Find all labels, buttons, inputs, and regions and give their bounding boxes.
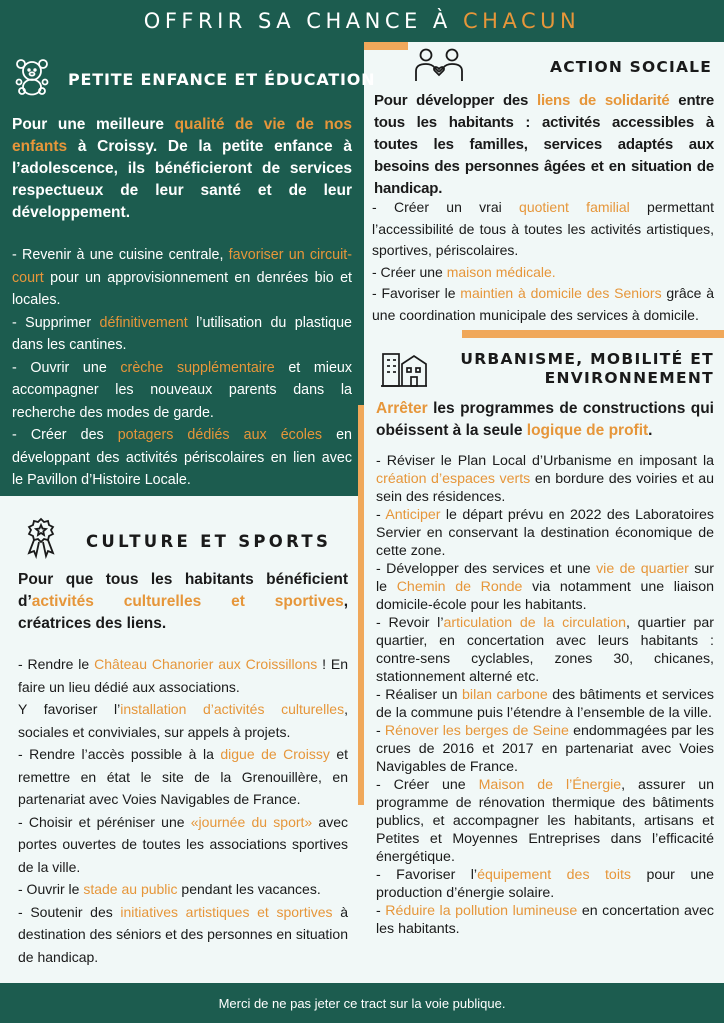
section-title: URBANISME, MOBILITÉ ET ENVIRONNEMENT (460, 350, 714, 387)
section-list (376, 452, 714, 938)
section-lead: Pour que tous les habitants bénéficient d’activités culturelles et sportives, créatrices des liens. (18, 571, 348, 632)
header-banner (0, 0, 724, 42)
section-lead: Arrêter les programmes de constructions qui obéissent à la seule logique de profit. (376, 400, 714, 439)
list-item: - Réaliser un bilan carbone des bâtiments et services de la commune puis l’étendre à l’ensemble de la ville. (376, 687, 715, 721)
list-item: - Créer une Maison de l’Énergie, assurer un programme de rénovation thermique des bâtiments publics, et accompagner les habitants, artisans et Petites et Moyennes Entreprises dans l’efficacité énergétique. (376, 777, 715, 865)
list-item: - Rendre l’accès possible à la digue de Croissy et remettre en état le site de la Grenouillère, en partenariat avec Voies Navigables de France. (18, 746, 348, 807)
list-item: - Anticiper le départ prévu en 2022 des Laboratoires Servier en conservant la destination économique de cette zone. (376, 507, 714, 559)
list-item: - Créer une maison médicale. (372, 263, 556, 280)
section-divider (462, 330, 724, 338)
list-item: - Réviser le Plan Local d’Urbanisme en imposant la création d’espaces verts en bordure des voiries et au sein des résidences. (376, 453, 714, 505)
list-item: - Rendre le Château Chanorier aux Croissillons ! En faire un lieu dédié aux associations. (18, 656, 348, 695)
list-item: - Favoriser l’équipement des toits pour une production d’énergie solaire. (376, 867, 714, 901)
list-item: - Supprimer définitivement l’utilisation du plastique dans les cantines. (12, 314, 352, 353)
list-item: - Ouvrir une crèche supplémentaire et mieux accompagner les nouveaux parents dans la recherche des modes de garde. (12, 359, 353, 421)
page-title: OFFRIR SA CHANCE À CHACUN (143, 9, 581, 33)
list-item: - Revoir l’articulation de la circulation, quartier par quartier, en concertation avec leurs habitants : contre-sens cyclables, zones 30, chicanes, stationnement alterné etc. (376, 615, 714, 685)
section-list (18, 653, 348, 968)
people-heart-icon (414, 47, 464, 88)
list-item: - Développer des services et une vie de quartier sur le Chemin de Ronde via notamment une liaison domicile-école pour les habitants. (376, 561, 715, 613)
section-list (12, 244, 352, 492)
footer-text: Merci de ne pas jeter ce tract sur la voie publique. (218, 995, 506, 1011)
section-title: ACTION SOCIALE (550, 58, 712, 76)
list-item: - Rénover les berges de Seine endommagées par les crues de 2016 et 2017 en partenariat avec Voies Navigables de France. (376, 723, 714, 775)
list-item: - Revenir à une cuisine centrale, favoriser un circuit-court pour un approvisionnement en denrées bio et locales. (12, 247, 352, 308)
buildings-icon (380, 346, 428, 393)
teddy-bear-icon (14, 58, 50, 101)
list-item: - Créer un vrai quotient familial permettant l’accessibilité de tous à toutes les activités artistiques, sportives, périscolaires. (372, 199, 714, 258)
section-list (372, 197, 714, 326)
section-lead: Pour développer des liens de solidarité entre tous les habitants : activités accessibles à toutes les familles, services adaptés aux besoins des personnes âgées et en situation de handicap. (374, 92, 714, 197)
section-title: PETITE ENFANCE ET ÉDUCATION (68, 70, 376, 89)
list-item: Y favoriser l’installation d’activités culturelles, sociales et conviviales, sur appels à projets. (18, 701, 348, 740)
list-item: - Choisir et péréniser une «journée du sport» avec portes ouvertes de toutes les associations sportives de la ville. (18, 813, 349, 875)
vertical-divider (358, 405, 364, 805)
list-item: - Réduire la pollution lumineuse en concertation avec les habitants. (376, 903, 714, 937)
footer (0, 983, 724, 1023)
section-lead: Pour une meilleure qualité de vie de nos enfants à Croissy. De la petite enfance à l’adolescence, ils bénéficieront de services respectueux de leur santé et de leur développement. (12, 116, 352, 221)
list-item: - Ouvrir le stade au public pendant les vacances. (18, 881, 321, 897)
medal-icon (24, 517, 58, 564)
section-petite-enfance (0, 42, 376, 496)
section-title: CULTURE ET SPORTS (86, 532, 332, 551)
list-item: - Soutenir des initiatives artistiques et sportives à destination des séniors et des personnes en situation de handicap. (18, 903, 348, 965)
list-item: - Créer des potagers dédiés aux écoles en développant des activités périscolaires en lien avec le Pavillon d’Histoire Locale. (12, 427, 353, 488)
list-item: - Favoriser le maintien à domicile des Seniors grâce à une coordination municipale des services à domicile. (372, 285, 714, 323)
